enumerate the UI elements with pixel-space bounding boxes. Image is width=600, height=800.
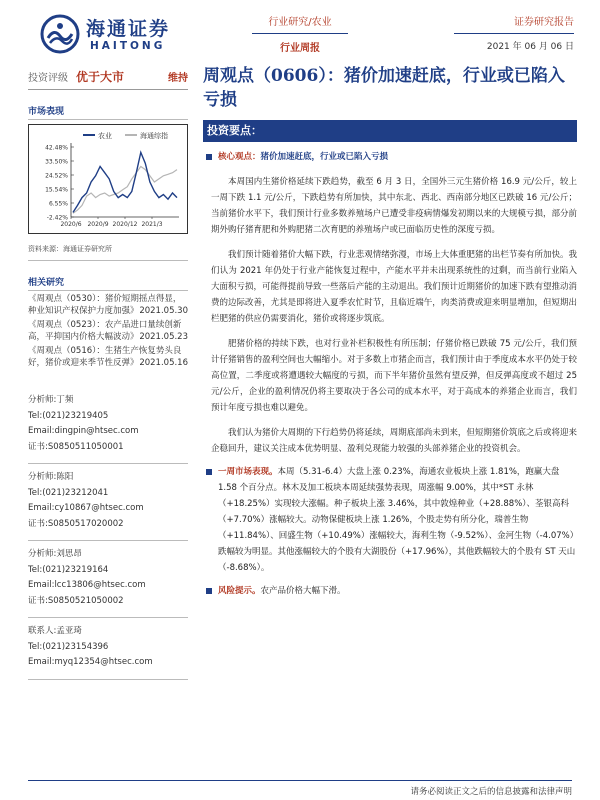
report-meta-block [454, 13, 574, 52]
legend-label: 海通综指 [140, 132, 168, 140]
related-research-item[interactable] [28, 346, 188, 369]
report-category-block [252, 13, 348, 54]
related-research-list [28, 294, 188, 369]
related-research-item[interactable] [28, 294, 188, 317]
report-category: 行业研究/农业 [268, 17, 332, 28]
related-research-text: 《周观点（0516）：生猪生产恢复势头良好，猪价或迎来季节性反弹》 [28, 346, 182, 368]
header-divider [252, 33, 348, 34]
contact-email[interactable]: Email:myq12354@htsec.com [28, 657, 153, 667]
logo-english-name: HAITONG [90, 40, 166, 52]
analyst-cert: 证书:S0850517020002 [28, 518, 124, 529]
haitong-emblem-icon [40, 14, 80, 54]
y-tick-label: 24.52% [45, 172, 68, 180]
body-paragraph: 本周国内生猪价格延续下跌趋势，截至 6 月 3 日，全国外三元生猪价格 16.9 元/公斤，较上一周下跌 1.1 元/公斤，下跌趋势有所加快，其中东北、西北、西南部分地区已跌破 16 元/公斤；当前猪价水平下，我们预计行业多数养殖场户已遭受非疫病情爆发初期以来的大规模亏损，部分前期外购仔猪育肥和外购肥猪二次育肥的养殖场户或已面临历史性的深度亏损。 [211, 177, 577, 235]
related-research-text: 《周观点（0530）：猪价短期摇点得显，种业知识产权保护力度加强》 [28, 294, 182, 316]
footer-divider [28, 780, 572, 781]
sidebar [28, 64, 188, 680]
analyst-list [28, 387, 188, 680]
analyst-name: 分析师:陈阳 [28, 472, 74, 482]
weekly-market-label: 一周市场表现。 [218, 467, 278, 477]
performance-line-chart [29, 125, 189, 235]
related-research-item[interactable] [28, 320, 188, 343]
market-performance-title: 市场表现 [28, 104, 188, 120]
body-paragraph: 我们认为猪价大周期的下行趋势仍将延续，周期底部尚未到来，但短期猪价筑底之后或将迎来企稳回升，建议关注成本优势明显、盈利兑现能力较强的头部养猪企业的投资机会。 [211, 428, 577, 454]
analyst-email[interactable]: Email:dingpin@htsec.com [28, 426, 139, 436]
report-title: 周观点（0606）：猪价加速赶底，行业或已陷入亏损 [203, 66, 565, 110]
disclaimer-text: 请务必阅读正文之后的信息披露和法律声明 [410, 787, 572, 797]
core-view-bullet [203, 149, 577, 165]
weekly-market-bullet [203, 464, 577, 576]
related-research-date: 2021.05.23 [139, 331, 188, 342]
main-content [203, 64, 577, 599]
page-footer [0, 780, 600, 800]
related-research-text: 《周观点（0523）：农产品进口量续创新高，平抑国内价格大幅波动》 [28, 320, 182, 342]
related-research-title: 相关研究 [28, 275, 188, 291]
investment-rating [28, 64, 188, 90]
analyst-card [28, 541, 188, 618]
rating-status: 维持 [168, 73, 188, 84]
logo-chinese-name: 海通证券 [86, 18, 171, 40]
header-divider [454, 33, 574, 34]
document-type: 证券研究报告 [514, 17, 574, 28]
market-performance-chart [28, 124, 188, 234]
analyst-name: 分析师:丁频 [28, 395, 74, 405]
analyst-tel: Tel:(021)23219164 [28, 564, 109, 575]
series-line-agriculture [73, 152, 177, 212]
analyst-tel: Tel:(021)23219405 [28, 410, 109, 421]
analyst-email[interactable]: Email:lcc13806@htsec.com [28, 580, 146, 590]
rating-label: 投资评级 [28, 73, 68, 84]
analyst-email[interactable]: Email:cy10867@htsec.com [28, 503, 144, 513]
risk-bullet [203, 583, 577, 599]
key-points-heading: 投资要点： [203, 120, 577, 142]
x-tick-label: 2020/12 [112, 221, 138, 228]
contact-tel: Tel:(021)23154396 [28, 641, 109, 652]
report-date: 2021 年 06 月 06 日 [486, 42, 574, 52]
chart-source: 资料来源：海通证券研究所 [28, 244, 188, 261]
analyst-cert: 证书:S0850521050002 [28, 595, 124, 606]
analyst-card [28, 387, 188, 464]
core-view-label: 核心观点： [218, 152, 261, 162]
body-paragraph: 肥猪价格的持续下跌，也对行业补栏积极性有所压制；仔猪价格已跌破 75 元/公斤，我们预计仔猪销售的盈利空间也大幅缩小。对于多数上市猪企而言，我们预计由于季度成本水平仍处于较高位置，二季度或将遭遇较大幅度的亏损，而下半年猪价虽然有望反弹，但反弹高度或不超过 25 元/公斤，企业的盈利情况仍将主要取决于各公司的成本水平，对于高成本的养猪企业而言，我们预计年度亏损也难以避免。 [211, 339, 577, 413]
y-tick-label: 42.48% [45, 144, 68, 152]
x-tick-label: 2020/6 [60, 221, 82, 228]
contact-name: 联系人:孟亚琦 [28, 626, 82, 636]
risk-text: 农产品价格大幅下滑。 [260, 586, 346, 596]
related-research-date: 2021.05.30 [139, 305, 188, 316]
core-view-summary: 猪价加速赶底，行业或已陷入亏损 [260, 152, 389, 162]
y-tick-label: 15.54% [45, 186, 68, 194]
analyst-name: 分析师:刘思昂 [28, 549, 82, 559]
page-header [0, 0, 600, 62]
report-type: 行业周报 [280, 43, 320, 54]
y-tick-label: -2.42% [46, 214, 68, 222]
weekly-market-text: 本周（5.31-6.4）大盘上涨 0.23%，海通农业板块上涨 1.81%，跑赢大盘 1.58 个百分点。林木及加工板块本周延续强势表现，周涨幅 9.00%，其中*ST 永林（+18.25%）实现较大涨幅。种子板块上涨 3.46%，其中敦煌种业（+28.88%）、荃银高科（+7.70%）涨幅较大。动物保健板块上涨 1.26%，个股走势有所分化，瑞普生物（+11.84%）、回盛生物（+10.49%）涨幅较大，海利生物（-9.52%）、金河生物（-4.07%）跌幅较为明显。其他涨幅较大的个股有大湖股份（+17.96%），其他跌幅较大的个股有 ST 天山（-8.68%）。 [218, 467, 576, 573]
rating-value: 优于大市 [76, 70, 125, 84]
related-research-date: 2021.05.16 [139, 357, 188, 368]
y-tick-label: 6.55% [48, 200, 68, 208]
analyst-cert: 证书:S0850511050001 [28, 441, 124, 452]
risk-label: 风险提示。 [218, 586, 261, 596]
legend-label: 农业 [98, 132, 112, 140]
body-paragraph: 我们预计随着猪价大幅下跌，行业悲观情绪弥漫，市场上大体重肥猪的出栏节奏有所加快。我们认为 2021 年仍处于行业产能恢复过程中，产能水平并未出现系统性的过剩，而当前行业陷入大面积亏损，可能得提前导致一些落后产能的主动退出。我们预计近期猪价的加速下跌有望推动消费的边际改善，尤其是即将进入夏季农忙时节，且临近端午，肉类消费或迎来明显增加，但短期出栏肥猪的供应仍需要消化，猪价或将逐步筑底。 [211, 250, 577, 324]
analyst-tel: Tel:(021)23212041 [28, 487, 109, 498]
y-tick-label: 33.50% [45, 158, 68, 166]
haitong-logo [40, 12, 180, 56]
analyst-card [28, 464, 188, 541]
x-tick-label: 2020/9 [87, 221, 109, 228]
x-tick-label: 2021/3 [141, 221, 163, 228]
contact-card [28, 618, 188, 680]
